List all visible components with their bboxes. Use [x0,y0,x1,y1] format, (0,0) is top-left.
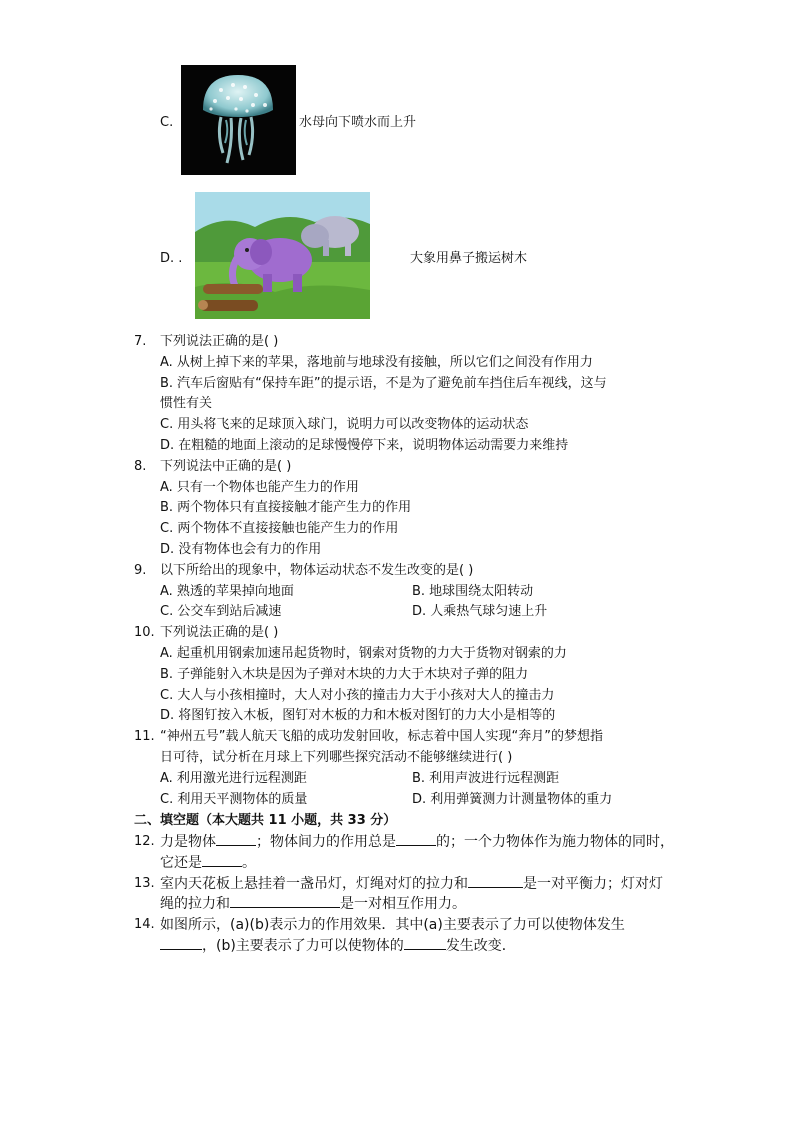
q10-option-c: C. 大人与小孩相撞时，大人对小孩的撞击力大于小孩对大人的撞击力 [160,688,555,703]
q7-option-d: D. 在粗糙的地面上滚动的足球慢慢停下来，说明物体运动需要力来维持 [160,438,569,453]
q9-option-d: D. 人乘热气球匀速上升 [412,604,548,619]
q10-option-a: A. 起重机用钢索加速吊起货物时，钢索对货物的力大于货物对钢索的力 [160,646,567,661]
option-c-text: 水母向下喷水而上升 [299,115,417,130]
q7-number: 7. [134,334,147,349]
q8-option-a: A. 只有一个物体也能产生力的作用 [160,480,359,495]
section-title: 二、填空题（本大题共 11 小题，共 33 分） [134,813,397,828]
q8-stem: 下列说法中正确的是( ) [160,459,292,474]
q12-line2 [160,854,256,872]
q13-text-2: 是一对平衡力；灯对灯 [523,876,663,892]
q9-stem: 以下所给出的现象中，物体运动状态不发生改变的是( ) [160,563,474,578]
q12-line1 [160,833,674,851]
q7-stem: 下列说法正确的是( ) [160,334,279,349]
q14-blank-1[interactable] [160,937,202,950]
q12-text-3: 的；一个力物体作为施力物体的同时， [436,834,674,850]
q11-stem-cont: 日可待，试分析在月球上下列哪些探究活动不能够继续进行( ) [160,750,513,765]
q7-option-a: A. 从树上掉下来的苹果，落地前与地球没有接触，所以它们之间没有作用力 [160,355,593,370]
q14-blank-2[interactable] [404,937,446,950]
q12-text-2: ；物体间力的作用总是 [256,834,396,850]
q14-text-2: ，(b)主要表示了力可以使物体的 [202,938,404,954]
q8-option-b: B. 两个物体只有直接接触才能产生力的作用 [160,500,412,515]
q13-blank-2[interactable] [230,895,340,908]
q13-text-1: 室内天花板上悬挂着一盏吊灯，灯绳对灯的拉力和 [160,876,468,892]
q7-option-c: C. 用头将飞来的足球顶入球门，说明力可以改变物体的运动状态 [160,417,529,432]
q8-option-d: D. 没有物体也会有力的作用 [160,542,322,557]
option-c-label: C. [160,115,174,130]
q12-blank-1[interactable] [216,833,256,846]
q11-option-a: A. 利用激光进行远程测距 [160,771,307,786]
q13-text-4: 是一对相互作用力。 [340,896,466,912]
elephant-image [195,192,370,319]
q8-option-c: C. 两个物体不直接接触也能产生力的作用 [160,521,399,536]
q14-text-3: 发生改变． [445,938,516,954]
q7-option-b: B. 汽车后窗贴有“保持车距”的提示语，不是为了避免前车挡住后车视线，这与 [160,376,607,391]
q9-number: 9. [134,563,147,578]
q13-number: 13. [134,876,155,891]
q12-blank-2[interactable] [396,833,436,846]
q12-number: 12. [134,834,155,849]
q14-number: 14. [134,917,155,932]
option-d-label: D. . [160,251,183,266]
q10-option-d: D. 将图钉按入木板，图钉对木板的力和木板对图钉的力大小是相等的 [160,708,556,723]
q14-line1: 如图所示，(a)(b)表示力的作用效果．其中(a)主要表示了力可以使物体发生 [160,917,625,933]
q12-blank-3[interactable] [202,854,242,867]
q14-line2 [160,937,516,955]
q9-option-b: B. 地球围绕太阳转动 [412,584,534,599]
q12-text-4: 它还是 [160,855,202,871]
q10-number: 10. [134,625,155,640]
q9-option-c: C. 公交车到站后减速 [160,604,282,619]
q9-option-a: A. 熟透的苹果掉向地面 [160,584,294,599]
q12-text-1: 力是物体 [160,834,216,850]
q7-option-b-cont: 惯性有关 [160,396,213,411]
q13-blank-1[interactable] [468,875,523,888]
q11-stem: “神州五号”载人航天飞船的成功发射回收，标志着中国人实现“奔月”的梦想指 [160,729,603,744]
q11-number: 11. [134,729,155,744]
q13-line1 [160,875,663,893]
q11-option-c: C. 利用天平测物体的质量 [160,792,308,807]
q11-option-d: D. 利用弹簧测力计测量物体的重力 [412,792,613,807]
q10-stem: 下列说法正确的是( ) [160,625,279,640]
q13-line2 [160,895,466,913]
jellyfish-image [181,65,296,175]
q11-option-b: B. 利用声波进行远程测距 [412,771,560,786]
q10-option-b: B. 子弹能射入木块是因为子弹对木块的力大于木块对子弹的阻力 [160,667,529,682]
option-d-text: 大象用鼻子搬运树木 [410,251,528,266]
q8-number: 8. [134,459,147,474]
q13-text-3: 绳的拉力和 [160,896,230,912]
q12-text-5: 。 [242,855,256,871]
